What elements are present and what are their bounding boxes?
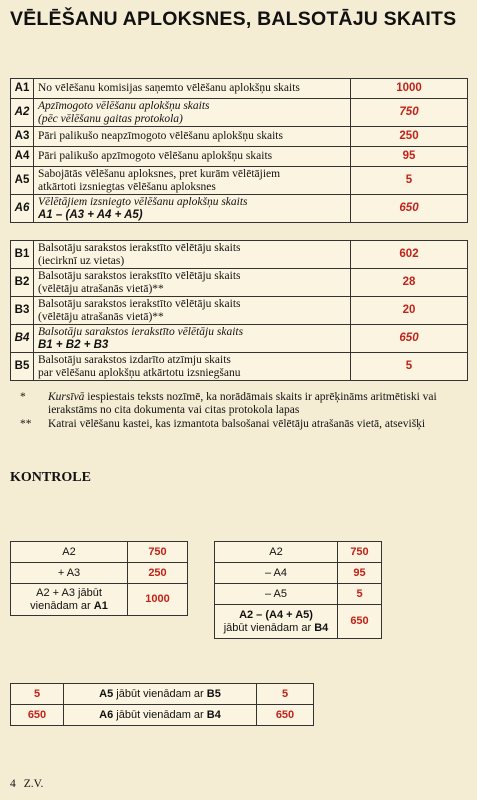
row-value: 650 <box>351 325 468 353</box>
row-description-line: (iecirknī uz vietas) <box>38 254 125 267</box>
row-description-line: Balsotāju sarakstos ierakstīto vēlētāju skaits <box>38 241 241 254</box>
row-formula: B1 + B2 + B3 <box>38 338 109 351</box>
footnote-2 <box>10 418 472 431</box>
table-row <box>11 325 468 353</box>
voters-table <box>10 240 468 381</box>
control-value: 750 <box>128 542 188 563</box>
table-row <box>11 241 468 269</box>
footnote-mark: * <box>20 391 26 403</box>
row-code: A5 <box>11 167 34 195</box>
control-final-line1: A2 – (A4 + A5) <box>239 608 313 621</box>
row-description <box>34 99 351 127</box>
page-number: 4 <box>10 778 16 790</box>
footnote-italic-word: Kursīvā <box>48 391 85 403</box>
control-label: A2 <box>11 542 128 563</box>
row-description-line: Balsotāju sarakstos ierakstīto vēlētāju skaits <box>38 297 241 310</box>
table-row <box>11 79 468 99</box>
footnote-text: iespiestais teksts nozīmē, ka norādāmais skaits ir aprēķināms aritmētiski vai ierakstāms no cita dokumenta vai citas protokola lapas <box>48 391 437 416</box>
row-description <box>34 297 351 325</box>
row-description <box>34 269 351 297</box>
control-final-ref: A1 <box>93 599 108 612</box>
row-description-line: (vēlētāju atrašanās vietā)** <box>38 282 164 295</box>
row-value: 95 <box>351 147 468 167</box>
row-description-line: (pēc vēlēšanu gaitas protokola) <box>38 112 183 125</box>
row-code: B1 <box>11 241 34 269</box>
table-row <box>11 127 468 147</box>
control-compare-text: jābūt vienādam ar <box>113 687 207 700</box>
page-footer <box>10 778 43 790</box>
row-description <box>34 325 351 353</box>
row-value: 250 <box>351 127 468 147</box>
page-title: VĒLĒŠANU APLOKSNES, BALSOTĀJU SKAITS <box>10 8 457 30</box>
table-row <box>11 99 468 127</box>
row-value: 750 <box>351 99 468 127</box>
row-description <box>34 241 351 269</box>
footnote-mark: ** <box>20 418 32 430</box>
row-value: 5 <box>351 167 468 195</box>
control-label: – A4 <box>215 563 338 584</box>
row-code: B5 <box>11 353 34 381</box>
row-code: A1 <box>11 79 34 99</box>
row-description-line: Balsotāju sarakstos ierakstīto vēlētāju skaits <box>38 325 244 338</box>
control-label: – A5 <box>215 584 338 605</box>
row-code: A2 <box>11 99 34 127</box>
control-label: A2 <box>215 542 338 563</box>
control-final-value: 650 <box>338 605 382 639</box>
footnotes <box>10 391 472 432</box>
row-description-line: Sabojātās vēlēšanu aploksnes, pret kurām vēlētājiem <box>38 167 281 180</box>
footnote-1 <box>10 391 472 417</box>
control-left-value: 650 <box>11 705 64 726</box>
control-right-value: 5 <box>257 684 314 705</box>
control-value: 250 <box>128 563 188 584</box>
row-value: 20 <box>351 297 468 325</box>
control-value: 95 <box>338 563 382 584</box>
row-formula: A1 – (A3 + A4 + A5) <box>38 208 143 221</box>
row-description <box>34 79 351 99</box>
control-ref: B5 <box>206 687 221 700</box>
control-value: 5 <box>338 584 382 605</box>
row-value: 5 <box>351 353 468 381</box>
table-row <box>11 195 468 223</box>
row-code: A3 <box>11 127 34 147</box>
row-description-line: Balsotāju sarakstos izdarīto atzīmju skaits <box>38 353 231 366</box>
row-code: A6 <box>11 195 34 223</box>
table-row <box>11 147 468 167</box>
row-description <box>34 195 351 223</box>
row-description-line: atkārtoti izsniegtas vēlēšanu aploksnes <box>38 180 216 193</box>
row-value: 28 <box>351 269 468 297</box>
control-table-1 <box>10 541 188 616</box>
control-value: 750 <box>338 542 382 563</box>
row-description <box>34 147 351 167</box>
control-left-value: 5 <box>11 684 64 705</box>
control-table-3 <box>10 683 314 726</box>
row-value: 1000 <box>351 79 468 99</box>
row-description-line: Balsotāju sarakstos ierakstīto vēlētāju skaits <box>38 269 241 282</box>
table-row <box>11 353 468 381</box>
row-code: B4 <box>11 325 34 353</box>
control-final-label <box>215 605 338 639</box>
control-compare-label <box>64 705 257 726</box>
section-title-control: KONTROLE <box>10 470 91 485</box>
row-description <box>34 353 351 381</box>
table-row <box>11 269 468 297</box>
row-code: B3 <box>11 297 34 325</box>
row-description <box>34 127 351 147</box>
row-description-line: Apzīmogoto vēlēšanu aplokšņu skaits <box>38 99 210 112</box>
table-row <box>11 167 468 195</box>
control-final-line2: jābūt vienādam ar <box>223 621 315 634</box>
footnote-text: Katrai vēlēšanu kastei, kas izmantota balsošanai vēlētāju atrašanās vietā, atsevišķi <box>48 418 426 430</box>
row-description-line: Vēlētājiem izsniegto vēlēšanu aplokšņu skaits <box>38 195 248 208</box>
row-code: B2 <box>11 269 34 297</box>
control-label: + A3 <box>11 563 128 584</box>
control-ref: A5 <box>99 687 114 700</box>
control-final-label <box>11 584 128 616</box>
control-table-2 <box>214 541 382 639</box>
row-value: 602 <box>351 241 468 269</box>
envelopes-table <box>10 78 468 223</box>
row-description-line: No vēlēšanu komisijas saņemto vēlēšanu aplokšņu skaits <box>38 82 300 94</box>
row-description <box>34 167 351 195</box>
control-compare-label <box>64 684 257 705</box>
control-right-value: 650 <box>257 705 314 726</box>
control-final-line2: vienādam ar <box>30 599 94 612</box>
control-final-line1: A2 + A3 jābūt <box>36 586 102 599</box>
control-final-value: 1000 <box>128 584 188 616</box>
row-description-line: (vēlētāju atrašanās vietā)** <box>38 310 164 323</box>
row-description-line: par vēlēšanu aplokšņu atkārtotu izsniegšanu <box>38 366 241 379</box>
table-row <box>11 297 468 325</box>
control-ref: A6 <box>99 708 114 721</box>
row-description-line: Pāri palikušo neapzīmogoto vēlēšanu aplokšņu skaits <box>38 130 283 142</box>
row-code: A4 <box>11 147 34 167</box>
row-description-line: Pāri palikušo apzīmogoto vēlēšanu aplokšņu skaits <box>38 150 273 162</box>
control-final-ref: B4 <box>314 621 329 634</box>
stamp-mark: Z.V. <box>23 778 44 790</box>
control-ref: B4 <box>206 708 221 721</box>
row-value: 650 <box>351 195 468 223</box>
control-compare-text: jābūt vienādam ar <box>113 708 207 721</box>
